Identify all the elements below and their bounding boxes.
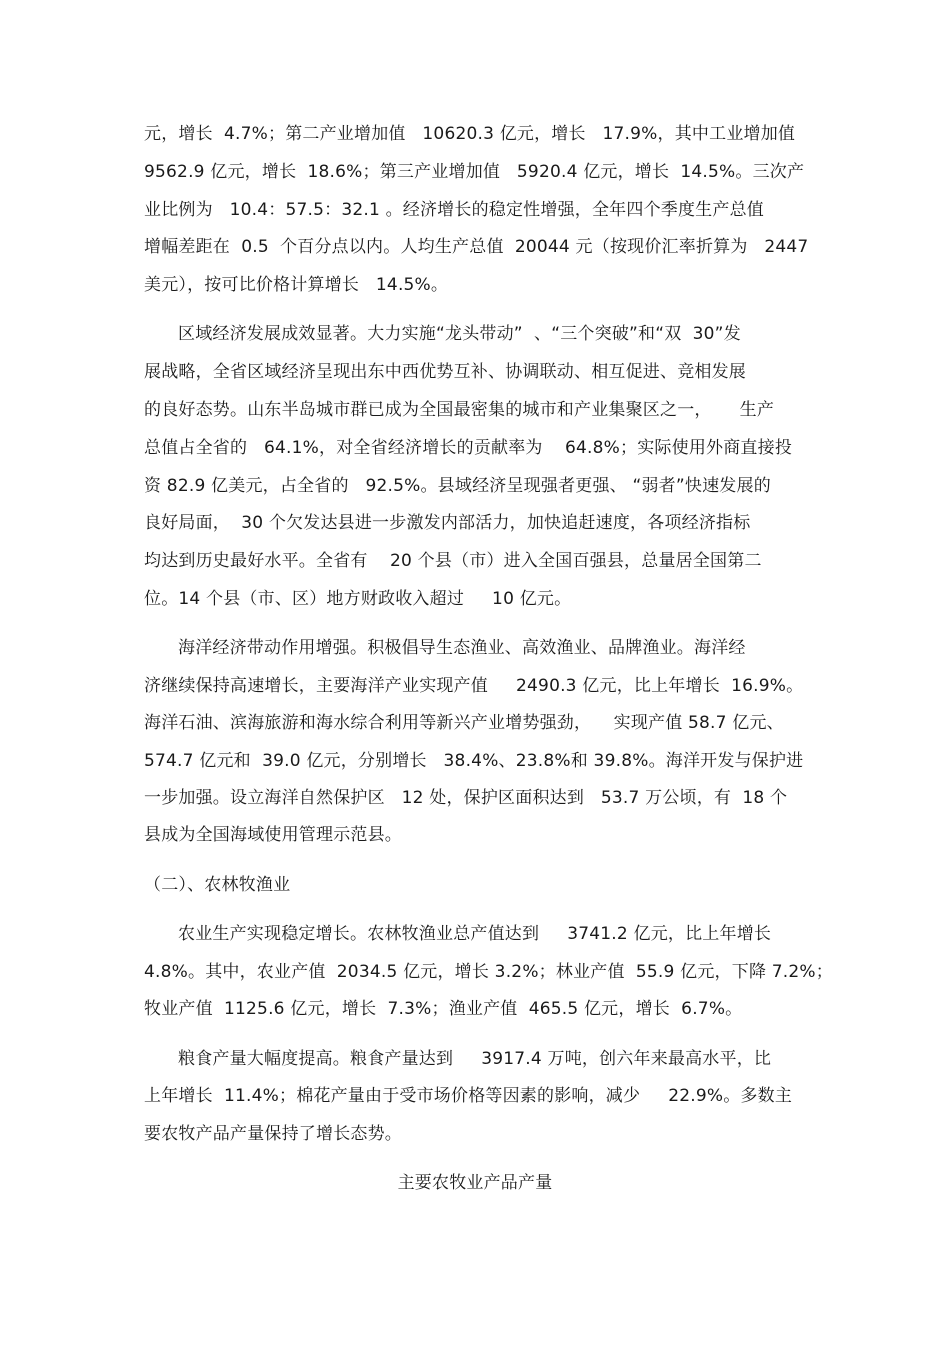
paragraph-line: 资 82.9 亿美元，占全省的 92.5%。县域经济呈现强者更强、 “弱者”快速发展的: [144, 476, 771, 496]
paragraph-line: 济继续保持高速增长，主要海洋产业实现产值 2490.3 亿元，比上年增长 16.9%。: [144, 676, 804, 696]
paragraph-line: 展战略，全省区域经济呈现出东中西优势互补、协调联动、相互促进、竞相发展: [144, 362, 746, 382]
paragraph-line: 区域经济发展成效显著。大力实施“龙头带动” 、“三个突破”和“双 30”发: [178, 324, 741, 344]
paragraph-line: 元，增长 4.7%；第二产业增加值 10620.3 亿元，增长 17.9%，其中工业增加值: [144, 124, 796, 144]
paragraph-line: 9562.9 亿元，增长 18.6%；第三产业增加值 5920.4 亿元，增长 14.5%。三次产: [144, 162, 805, 182]
paragraph-line: 上年增长 11.4%；棉花产量由于受市场价格等因素的影响，减少 22.9%。多数主: [144, 1086, 793, 1106]
paragraph-line: 位。14 个县（市、区）地方财政收入超过 10 亿元。: [144, 589, 572, 609]
paragraph-line: 业比例为 10.4：57.5：32.1 。经济增长的稳定性增强，全年四个季度生产总值: [144, 200, 764, 220]
paragraph-line: 的良好态势。山东半岛城市群已成为全国最密集的城市和产业集聚区之一， 生产: [144, 400, 775, 420]
paragraph-line: 均达到历史最好水平。全省有 20 个县（市）进入全国百强县，总量居全国第二: [144, 551, 762, 571]
paragraph-line: 一步加强。设立海洋自然保护区 12 处，保护区面积达到 53.7 万公顷，有 18 个: [144, 788, 788, 808]
paragraph-line: 农业生产实现稳定增长。农林牧渔业总产值达到 3741.2 亿元，比上年增长: [178, 924, 772, 944]
paragraph-line: 574.7 亿元和 39.0 亿元，分别增长 38.4%、23.8%和 39.8%。海洋开发与保护进: [144, 751, 804, 771]
section-heading: （二）、农林牧渔业: [144, 875, 291, 895]
paragraph-line: 增幅差距在 0.5 个百分点以内。人均生产总值 20044 元（按现价汇率折算为 2447: [144, 237, 809, 257]
paragraph-line: 县成为全国海域使用管理示范县。: [144, 825, 402, 845]
paragraph-line: 总值占全省的 64.1%，对全省经济增长的贡献率为 64.8%；实际使用外商直接投: [144, 438, 793, 458]
paragraph-line: 海洋经济带动作用增强。积极倡导生态渔业、高效渔业、品牌渔业。海洋经: [178, 638, 746, 658]
paragraph-line: 4.8%。其中，农业产值 2034.5 亿元，增长 3.2%；林业产值 55.9 亿元，下降 7.2%；: [144, 962, 833, 982]
paragraph-line: 粮食产量大幅度提高。粮食产量达到 3917.4 万吨，创六年来最高水平，比: [178, 1049, 772, 1069]
table-title: 主要农牧业产品产量: [397, 1173, 553, 1193]
paragraph-line: 良好局面， 30 个欠发达县进一步激发内部活力，加快追赶速度，各项经济指标: [144, 513, 751, 533]
paragraph-line: 海洋石油、滨海旅游和海水综合利用等新兴产业增势强劲， 实现产值 58.7 亿元、: [144, 713, 784, 733]
paragraph-line: 美元），按可比价格计算增长 14.5%。: [144, 275, 449, 295]
paragraph-line: 牧业产值 1125.6 亿元，增长 7.3%；渔业产值 465.5 亿元，增长 6.7%。: [144, 999, 743, 1019]
paragraph-line: 要农牧产品产量保持了增长态势。: [144, 1124, 402, 1144]
